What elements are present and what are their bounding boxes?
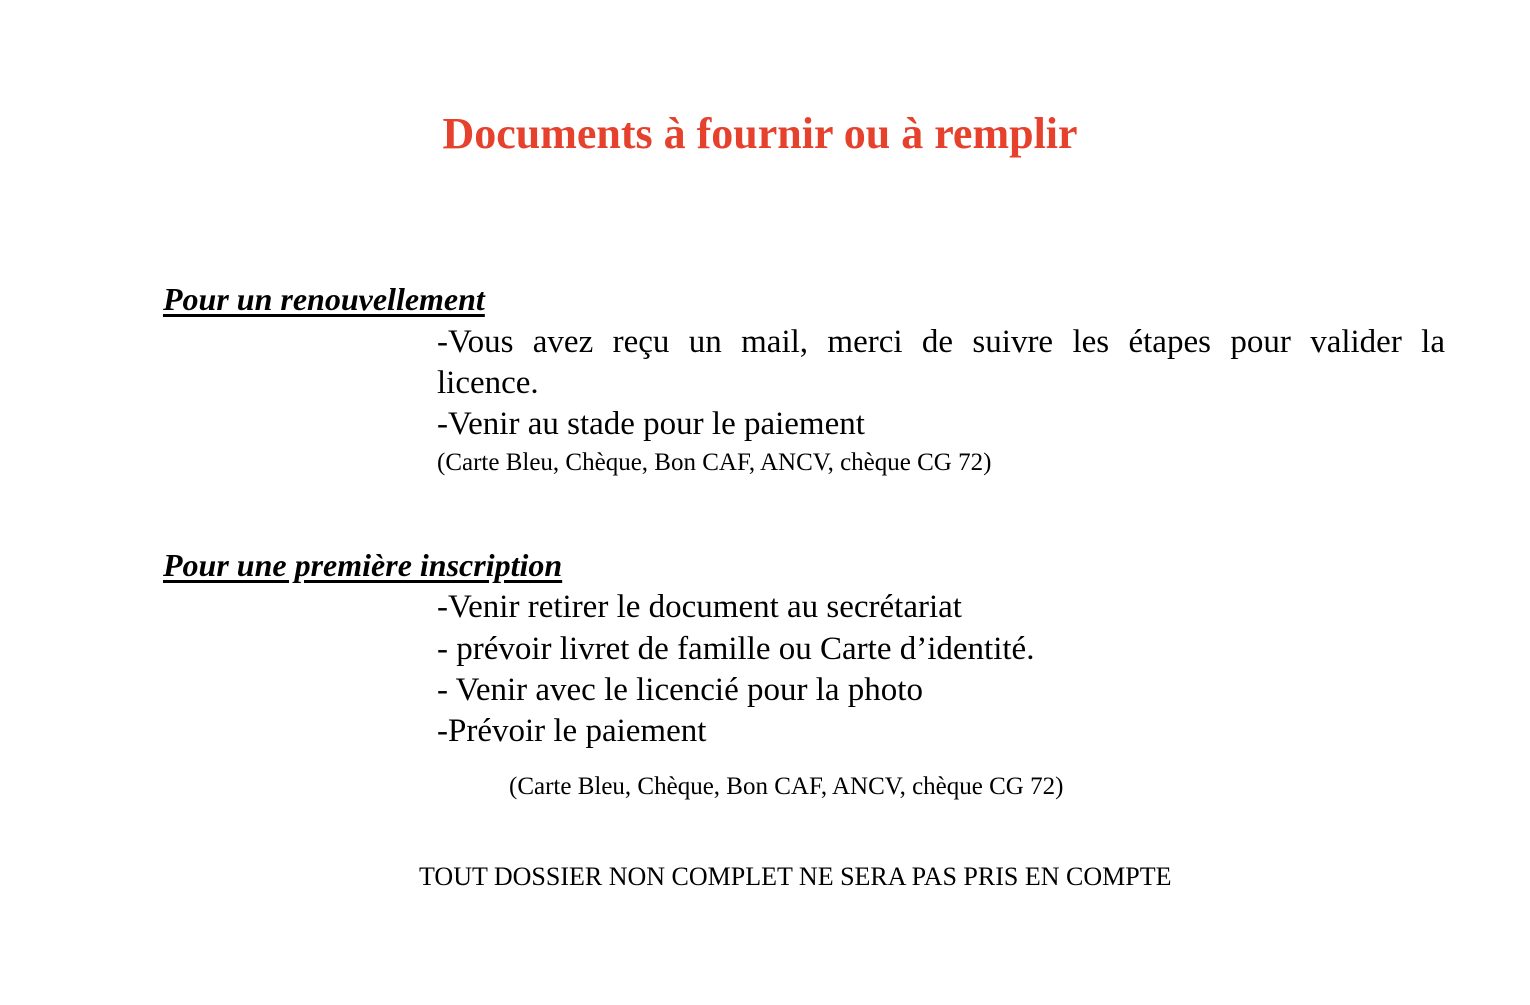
first-registration-heading: Pour une première inscription	[163, 547, 563, 583]
renewal-payment-line: -Venir au stade pour le paiement	[437, 406, 865, 442]
renewal-mail-line: -Vous avez reçu un mail, merci de suivre les étapes pour valider la	[437, 324, 1445, 360]
first-registration-item: - Venir avec le licencié pour la photo	[437, 672, 923, 708]
first-registration-item: -Prévoir le paiement	[437, 713, 707, 749]
renewal-heading: Pour un renouvellement	[163, 281, 485, 317]
renewal-payment-methods: (Carte Bleu, Chèque, Bon CAF, ANCV, chèque CG 72)	[437, 449, 992, 476]
first-registration-payment-methods: (Carte Bleu, Chèque, Bon CAF, ANCV, chèque CG 72)	[509, 773, 1064, 800]
incomplete-file-notice: TOUT DOSSIER NON COMPLET NE SERA PAS PRIS EN COMPTE	[419, 862, 1172, 891]
first-registration-item: - prévoir livret de famille ou Carte d’identité.	[437, 631, 1035, 667]
page-title: Documents à fournir ou à remplir	[442, 109, 1078, 158]
renewal-mail-line-continued: licence.	[437, 365, 539, 401]
first-registration-item: -Venir retirer le document au secrétariat	[437, 589, 962, 625]
